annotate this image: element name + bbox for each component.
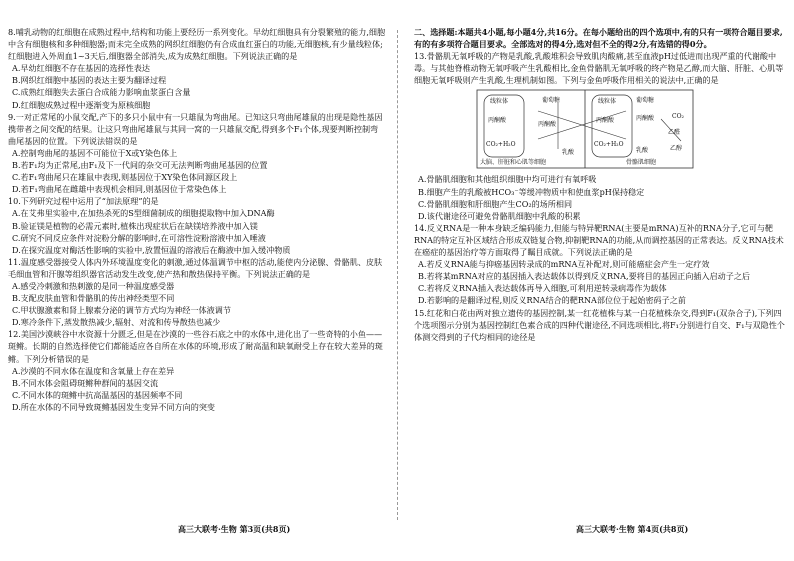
q8-option-d: D.红细胞成熟过程中逐渐变为原核细胞	[12, 99, 151, 110]
label-co2-right: CO₂	[672, 113, 684, 121]
q9-option-c: C.若F₁弯曲尾只在雄鼠中表现,则基因位于XY染色体同源区段上	[12, 172, 238, 183]
metabolism-diagram	[476, 89, 694, 169]
left-column	[8, 26, 386, 413]
label-lactate-right: 乳酸	[636, 147, 649, 155]
q12-option-c: C.不同水体的斑鳉中抗高温基因的基因频率不同	[12, 389, 183, 400]
q8-option-a: A.早幼红细胞不存在基因的选择性表达	[12, 63, 150, 74]
q13-option-b: B.细胞产生的乳酸被HCO₃⁻等缓冲物质中和使血浆pH保持稳定	[418, 186, 645, 197]
q14-option-c: C.若将反义RNA插入表达载体再导入细胞,可利用逆转录病毒作为载体	[418, 283, 667, 294]
q11-option-b: B.支配皮肤血管和骨骼肌的传出神经类型不同	[12, 293, 175, 304]
label-ethanol: 乙醇	[670, 145, 683, 153]
question-10-stem: 10.下列研究过程中运用了“加法原理”的是	[8, 196, 159, 207]
q10-option-a: A.在艾弗里实验中,在加热杀死的S型细菌制成的细胞提取物中加入DNA酶	[12, 208, 275, 219]
label-right-caption: 骨骼肌细胞	[626, 159, 657, 167]
label-glucose-right: 葡萄糖	[636, 97, 655, 105]
question-14-stem: 14.反义RNA是一种本身缺乏编码能力,但能与特异靶RNA(主要是mRNA)互补的RNA分子,它可与靶RNA的特定互补区域结合形成双链复合物,抑制靶RNA的功能,从而调控基因的正常表达。反义RNA技术在癌症的基因治疗等方面取得了瞩目成就。下列说法正确的是	[414, 222, 784, 258]
label-h2o-co2-left: CO₂+H₂O	[486, 141, 516, 149]
question-13-stem: 13.骨骼肌无氧呼吸的产物是乳酸,乳酸堆积会导致肌肉酸痛,甚至血液pH过低进而出现严重的代谢酸中毒。与其他脊椎动物无氧呼吸产生乳酸相比,金鱼骨骼肌无氧呼吸的终产物是乙醇,而大脑、肝脏、心肌等细胞无氧呼吸则产生乳酸,生理机制如图。下列与金鱼呼吸作用相关的说法中,正确的是	[414, 51, 784, 86]
q12-option-a: A.沙漠的不同水体在温度和含氧量上存在差异	[12, 365, 175, 376]
q14-option-d: D.若影响的是翻译过程,则反义RNA结合的靶RNA部位位于起始密码子之前	[418, 295, 686, 306]
q11-option-d: D.寒冷条件下,蒸发散热减少,辐射、对流和传导散热也减少	[12, 317, 221, 328]
question-11-stem: 11.温度感受器接受人体内外环境温度变化的刺激,通过体温调节中枢的活动,能使内分泌腺、骨骼肌、皮肤毛细血管和汗腺等组织器官活动发生改变,使产热和散热保持平衡。下列说法正确的是	[8, 256, 383, 279]
q10-option-b: B.验证镁是植物的必需元素时,植株出现症状后在缺镁培养液中加入镁	[12, 220, 258, 231]
q9-option-d: D.若F₁弯曲尾在雌雄中表现机会相同,则基因位于常染色体上	[12, 184, 227, 195]
label-glucose-left: 葡萄糖	[542, 97, 561, 105]
q9-option-b: B.若F₁均为正常尾,由F₁及下一代间的杂交可无法判断弯曲尾基因的位置	[12, 160, 268, 171]
label-pyruvate-right: 丙酮酸	[596, 117, 615, 125]
q9-option-a: A.控制弯曲尾的基因不可能位于X或Y染色体上	[12, 147, 178, 158]
q10-option-d: D.在探究温度对酶活性影响的实验中,放置恒温的溶液后在酶液中加入缓冲物质	[12, 244, 291, 255]
q10-option-c: C.研究不同反应条件对淀粉分解的影响时,在可溶性淀粉溶液中加入唾液	[12, 232, 266, 243]
label-left-caption: 大脑、肝脏和心肌等细胞	[480, 159, 547, 167]
label-pyruvate-left: 丙酮酸	[488, 117, 507, 125]
q14-option-a: A.若反义RNA能与抑癌基因转录成的mRNA互补配对,则可能癌症会产生一定疗效	[418, 259, 710, 270]
label-acetaldehyde: 乙醛	[668, 129, 681, 137]
question-9-stem: 9.一对正常尾的小鼠交配,产下的多只小鼠中有一只雄鼠为弯曲尾。已知这只弯曲尾雄鼠的出现是隐性基因携带者之间交配的结果。让这只弯曲尾雄鼠与其同一窝的一只雄鼠交配,得到多个F₁个体,现要判断控制弯曲尾基因的位置。下列说法错误的是	[8, 111, 383, 146]
label-h2o-co2-right: CO₂+H₂O	[594, 141, 624, 149]
q11-option-c: C.甲状腺激素和肾上腺素分泌的调节方式均为神经一体液调节	[12, 305, 231, 316]
q13-option-a: A.骨骼肌细胞和其他组织细胞中均可进行有氧呼吸	[418, 174, 597, 185]
q14-option-b: B.若将某mRNA对应的基因插入表达载体以得到反义RNA,要将目的基因正向插入启动子之后	[418, 271, 751, 282]
column-divider	[397, 30, 398, 520]
label-pyruvate-mid: 丙酮酸	[538, 121, 557, 129]
q13-option-d: D.该代谢途径可避免骨骼肌细胞中乳酸的积累	[418, 210, 581, 221]
q12-option-d: D.所在水体的不同导致斑鳉基因发生变异不同方向的突变	[12, 401, 216, 412]
label-mito-left: 线粒体	[490, 98, 509, 106]
q11-option-a: A.感受冷刺激和热刺激的是同一种温度感受器	[12, 280, 175, 291]
question-15-stem: 15.红花和白花由两对独立遗传的基因控制,某一红花植株与某一白花植株杂交,得到F₁(双杂合子),下列四个选项图示分别为基因控制红色素合成的四种代谢途径,不同选项相比,将F₁分别进行自交、F₁与双隐性个体测交得到的子代均相同的途径是	[414, 307, 785, 342]
q13-option-c: C.骨骼肌细胞和肝细胞产生CO₂的场所相同	[418, 198, 573, 209]
metabolism-diagram-svg	[476, 89, 694, 169]
footer-page-4: 高三大联考·生物 第4页(共8页)	[576, 524, 689, 534]
label-mito-right: 线粒体	[598, 98, 617, 106]
q8-option-b: B.网织红细胞中基因的表达主要为翻译过程	[12, 75, 167, 86]
question-8-stem: 8.哺乳动物的红细胞在成熟过程中,结构和功能上要经历一系列变化。早幼红细胞具有分裂繁殖的能力,细胞中含有细胞核和多种细胞器;而未完全成熟的网织红细胞仍有合成血红蛋白的功能,无细胞核,有少量线粒体;红细胞进入外周血1~3天后,细胞器全部消失,成为成熟红细胞。下列说法正确的是	[8, 27, 386, 62]
label-pyruvate-right-2: 丙酮酸	[636, 115, 655, 123]
question-12-stem: 12.美国沙漠峡谷中水资源十分匮乏,但是在沙漠的一些谷石底之中的水体中,进化出了一些奇特的小鱼——斑鳉。长期的自然选择使它们都能适应各自所在水体的环境,形成了耐高温和缺氧耐受上存在较大差异的斑鳉。下列分析错误的是	[8, 329, 383, 364]
q12-option-b: B.不同水体会阻碍斑鳉种群间的基因交流	[12, 377, 159, 388]
footer-page-3: 高三大联考·生物 第3页(共8页)	[178, 524, 291, 534]
q8-option-c: C.成熟红细胞失去蛋白合成能力影响血浆蛋白含量	[12, 87, 191, 98]
section-2-heading: 二、选择题:本题共4小题,每小题4分,共16分。在每小题给出的四个选项中,有的只有一项符合题目要求,有的有多项符合题目要求。全部选对的得4分,选对但不全的得2分,有选错的得0分。	[414, 27, 783, 50]
right-column	[414, 26, 788, 343]
label-lactate-left: 乳酸	[562, 149, 575, 157]
